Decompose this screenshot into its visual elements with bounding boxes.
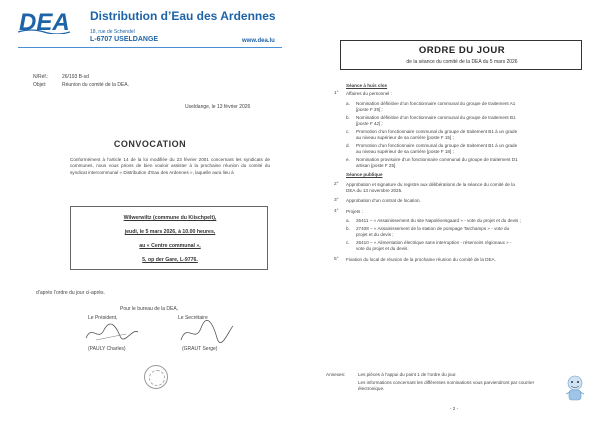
meeting-venue: au « Centre communal », bbox=[139, 243, 201, 249]
item-1d-letter: d. bbox=[346, 143, 350, 148]
org-address-street: 18, rue de Schendel bbox=[90, 29, 135, 35]
org-website: www.dea.lu bbox=[242, 38, 275, 44]
project-b-letter: b. bbox=[346, 226, 350, 231]
secretary-signature bbox=[175, 320, 235, 346]
item-3-text: Approbation d’un contrat de location. bbox=[346, 198, 421, 203]
bureau-line: Pour le bureau de la DEA, bbox=[120, 306, 179, 312]
item-1a-post: [poste F 35] ; bbox=[356, 107, 383, 112]
header-divider bbox=[18, 47, 282, 48]
agenda-subtitle: de la séance du comité de la DEA du 5 mars 2026 bbox=[406, 59, 518, 65]
item-1e-text-2: artisan [poste F 25]. bbox=[356, 163, 397, 168]
item-4-number: 4° bbox=[334, 209, 339, 214]
item-1b-post: [poste F 42] ; bbox=[356, 121, 383, 126]
annex-line-1: Les pièces à l’appui du point 1 de l’ordre du jour. bbox=[358, 372, 457, 377]
dea-logo bbox=[18, 8, 70, 34]
item-1e-text-1: Nomination provisoire d’un fonctionnaire communal du groupe de traitement D1 bbox=[356, 157, 518, 162]
president-name: (PAULY Charles) bbox=[88, 346, 126, 352]
item-2-number: 2° bbox=[334, 182, 339, 187]
item-4-text: Projets : bbox=[346, 209, 363, 214]
item-1d-text-2: au niveau supérieur de sa carrière [poste F 18] ; bbox=[356, 149, 454, 154]
public-session-heading: Séance publique bbox=[346, 172, 383, 177]
annex-label: Annexes: bbox=[326, 372, 346, 377]
meeting-date: jeudi, le 5 mars 2026, à 10.00 heures, bbox=[124, 229, 216, 235]
item-5-text: Fixation du local de réunion de la prochaine réunion du comité de la DEA. bbox=[346, 257, 496, 262]
item-2-text-2: DEA du 13 novembre 2025. bbox=[346, 188, 403, 193]
closed-session-heading: Séance à huis clos bbox=[346, 83, 388, 88]
item-5-number: 5° bbox=[334, 257, 339, 262]
page-number: - 2 - bbox=[450, 406, 459, 411]
item-1c-text-2: au niveau supérieur de sa carrière [poste F 15] ; bbox=[356, 135, 454, 140]
org-name: Distribution d’Eau des Ardennes bbox=[90, 9, 276, 23]
item-1-number: 1° bbox=[334, 91, 339, 96]
project-a-text: 26411 – « Assainissement du site Napoléonsgaard » - vote du projet et du devis ; bbox=[356, 218, 521, 223]
intro-paragraph: Conformément à l’article 14 de la loi modifiée du 23 février 2001 concernant les syndicats de communes, nous vous prions de bien vouloir assister à la prochaine réunion du comité du syndicat intercommunal « Distribution d’Eau des Ardennes », laquelle aura lieu à bbox=[70, 157, 270, 175]
agenda-note: d’après l’ordre du jour ci-après. bbox=[36, 290, 105, 296]
president-label: Le Président, bbox=[88, 315, 118, 321]
org-address-city: L-6707 USELDANGE bbox=[90, 36, 159, 43]
annex-line-2: Les informations concernant les différentes nominations vous parviendront par courrier bbox=[358, 380, 535, 385]
item-1d-text-1: Promotion d’un fonctionnaire communal du groupe de traitement B1 à un grade bbox=[356, 143, 518, 148]
item-1e-letter: e. bbox=[346, 157, 350, 162]
agenda-title-box bbox=[340, 40, 582, 70]
project-a-letter: a. bbox=[346, 218, 350, 223]
official-stamp bbox=[144, 365, 168, 389]
object-value: Réunion du comité de la DEA. bbox=[62, 82, 129, 88]
item-1-text: Affaires du personnel : bbox=[346, 91, 392, 96]
project-c-letter: c. bbox=[346, 240, 350, 245]
mascot-illustration bbox=[562, 374, 588, 404]
date-line: Useldange, le 13 février 2026 bbox=[185, 104, 251, 110]
project-c-text-1: 26410 – « Alimentation électrique sans interruption - réservoirs régionaux » - bbox=[356, 240, 512, 245]
ref-value: 26/193 B-sd bbox=[62, 74, 89, 80]
item-1c-letter: c. bbox=[346, 129, 350, 134]
agenda-title: ORDRE DU JOUR bbox=[418, 45, 506, 56]
project-b-text-1: 27408 – « Assainissement de la station de pompage Tarchamps » - vote du bbox=[356, 226, 510, 231]
ref-label: N/Réf.: bbox=[33, 74, 49, 80]
meeting-street: 5, op der Gare, L-9776. bbox=[142, 257, 198, 263]
secretary-label: Le Secrétaire bbox=[178, 315, 208, 321]
convocation-title: CONVOCATION bbox=[113, 139, 187, 149]
project-b-text-2: projet et du devis ; bbox=[356, 232, 394, 237]
item-2-text-1: Approbation et signature du registre aux délibérations de la séance du comité de la bbox=[346, 182, 515, 187]
president-signature bbox=[82, 320, 142, 344]
logo-text: DEA bbox=[19, 9, 70, 34]
item-1c-text-1: Promotion d’un fonctionnaire communal du groupe de traitement B1 à un grade bbox=[356, 129, 518, 134]
meeting-place: Wilwerwiltz (commune du Kiischpelt), bbox=[123, 215, 217, 221]
object-label: Objet: bbox=[33, 82, 47, 88]
item-1b-letter: b. bbox=[346, 115, 350, 120]
page-2 bbox=[300, 0, 600, 424]
meeting-details-box bbox=[70, 206, 268, 270]
item-1a-text: Nomination définitive d’un fonctionnaire communal du groupe de traitement A1 bbox=[356, 101, 516, 106]
project-c-text-2: vote du projet et du devis. bbox=[356, 246, 409, 251]
secretary-name: (GRAUT Serge) bbox=[182, 346, 218, 352]
item-3-number: 3° bbox=[334, 198, 339, 203]
item-1b-text: Nomination définitive d’un fonctionnaire communal du groupe de traitement B1 bbox=[356, 115, 516, 120]
item-1a-letter: a. bbox=[346, 101, 350, 106]
annex-line-3: électronique. bbox=[358, 386, 385, 391]
